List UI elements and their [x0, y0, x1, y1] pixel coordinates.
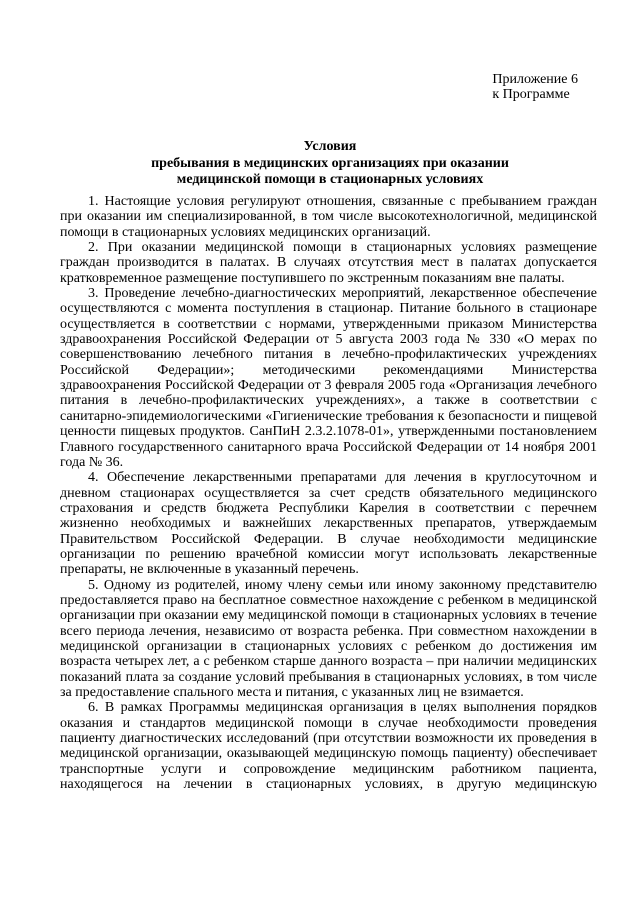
paragraph-4: 4. Обеспечение лекарственными препаратами для лечения в круглосуточном и дневном стационарах осуществляется за счет средств обязательного медицинского страхования и средств бюджета Республики Карелия в соответствии с перечнем жизненно необходимых и важнейших лекарственных препаратов, утверждаемым Правительством Российской Федерации. В случае необходимости медицинские организации по решению врачебной комиссии могут использовать лекарственные препараты, не включенные в указанный перечень. [60, 470, 597, 578]
appendix-reference [492, 72, 578, 102]
paragraph-6: 6. В рамках Программы медицинская организация в целях выполнения порядков оказания и стандартов медицинской помощи в случае необходимости проведения пациенту диагностических исследований (при отсутствии возможности их проведения в медицинской организации, оказывающей медицинскую помощь пациенту) обеспечивает транспортные услуги и сопровождение медицинским работником пациента, находящегося на лечении в стационарных условиях, в другую медицинскую [60, 700, 597, 793]
appendix-number: Приложение 6 [492, 72, 578, 87]
title-line-2: пребывания в медицинских организациях при оказании [151, 155, 509, 171]
paragraph-2: 2. При оказании медицинской помощи в стационарных условиях размещение граждан производится в палатах. В случаях отсутствия мест в палатах допускается кратковременное размещение поступившего по экстренным показаниям вне палаты. [60, 240, 597, 286]
appendix-program-ref: к Программе [492, 87, 570, 102]
document-title [60, 139, 600, 189]
document-body [60, 194, 597, 792]
paragraph-3: 3. Проведение лечебно-диагностических мероприятий, лекарственное обеспечение осуществляются с момента поступления в стационар. Питание больного в стационаре осуществляется в соответствии с нормами, утвержденными приказом Министерства здравоохранения Российской Федерации от 5 августа 2003 года № 330 «О мерах по совершенствованию лечебного питания в лечебно-профилактических учреждениях Российской Федерации»; методическими рекомендациями Министерства здравоохранения Российской Федерации от 3 февраля 2005 года «Организация лечебного питания в лечебно-профилактических учреждениях», а также в соответствии с санитарно-эпидемиологическими «Гигиенические требования к безопасности и пищевой ценности пищевых продуктов. СанПиН 2.3.2.1078-01», утвержденными постановлением Главного государственного санитарного врача Российской Федерации от 14 ноября 2001 года № 36. [60, 286, 597, 470]
paragraph-5: 5. Одному из родителей, иному члену семьи или иному законному представителю предоставляется право на бесплатное совместное нахождение с ребенком в медицинской организации при оказании ему медицинской помощи в стационарных условиях в течение всего периода лечения, независимо от возраста ребенка. При совместном нахождении в медицинской организации в стационарных условиях с ребенком до достижения им возраста четырех лет, а с ребенком старше данного возраста – при наличии медицинских показаний плата за создание условий пребывания в стационарных условиях, в том числе за предоставление спального места и питания, с указанных лиц не взимается. [60, 577, 597, 700]
title-line-3: медицинской помощи в стационарных условиях [176, 172, 484, 187]
title-line-1: Условия [303, 139, 357, 154]
paragraph-1: 1. Настоящие условия регулируют отношения, связанные с пребыванием граждан при оказании им специализированной, в том числе высокотехнологичной, медицинской помощи в стационарных условиях медицинских организаций. [60, 194, 597, 240]
